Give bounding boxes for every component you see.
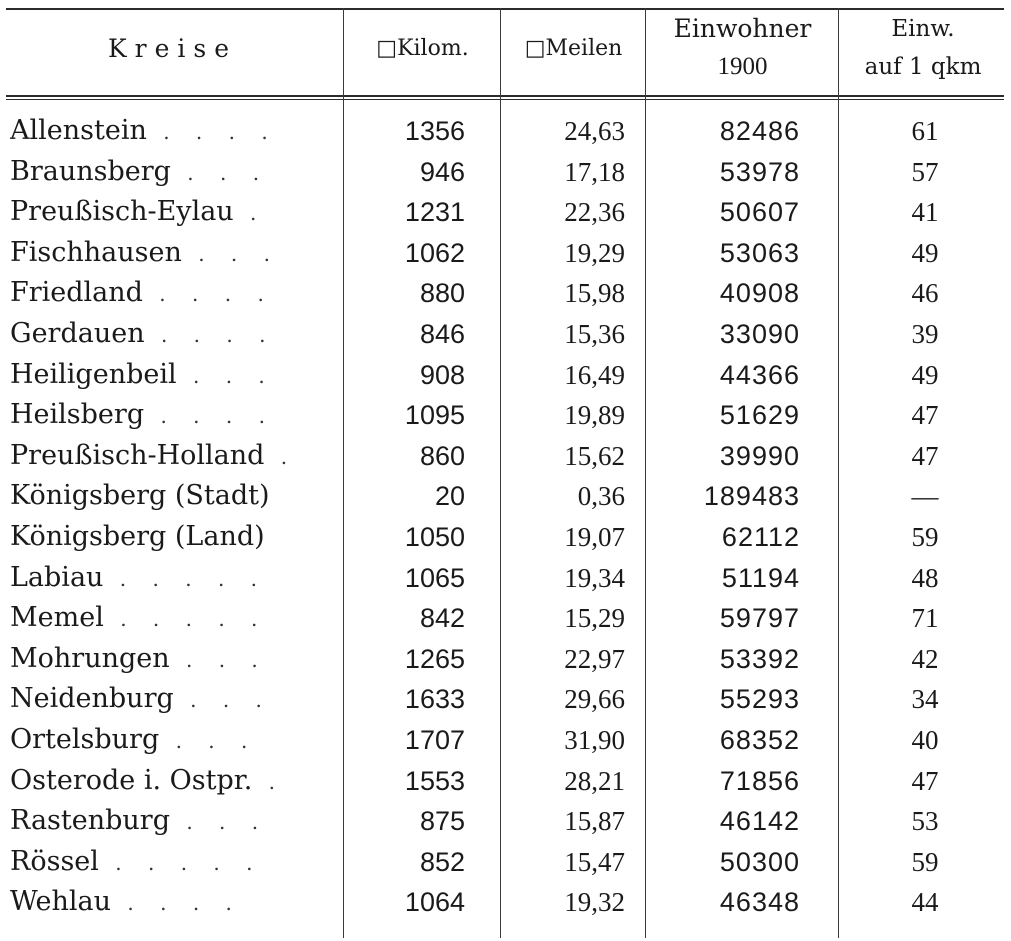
einwohner-value: 59797 xyxy=(719,603,800,634)
dot-leader: . . . xyxy=(176,363,275,388)
kreis-label: Ortelsburg xyxy=(10,724,160,755)
dot-leader: . xyxy=(264,444,298,469)
qkm-value: 1231 xyxy=(404,197,465,228)
kreis-name xyxy=(10,273,335,313)
qmeilen-value: 0,36 xyxy=(577,481,625,512)
kreis-label: Heilsberg xyxy=(10,399,145,431)
einwohner-value: 46142 xyxy=(719,806,800,837)
dot-leader: . . . xyxy=(170,160,270,185)
dichte-value: 39 xyxy=(911,319,939,349)
kreis-label: Osterode i. Ostpr. xyxy=(10,764,253,796)
header-dichte-unit: auf 1 qkm xyxy=(864,54,982,80)
kreis-label: Mohrungen xyxy=(10,642,170,674)
qkm-value: 1064 xyxy=(404,887,465,918)
dot-leader: . xyxy=(252,769,285,794)
dichte-value: 59 xyxy=(911,846,939,877)
qmeilen-value: 29,66 xyxy=(564,684,625,715)
kreis-name xyxy=(10,720,335,760)
table-row xyxy=(0,761,1011,801)
kreis-label: Rastenburg xyxy=(10,805,170,837)
kreis-label: Friedland xyxy=(10,277,143,309)
dot-leader: . . . . . xyxy=(103,566,268,591)
dichte-value: 53 xyxy=(911,806,939,837)
table-row xyxy=(0,111,1011,151)
dot-leader: . . . . xyxy=(144,323,276,347)
header-rule-thin xyxy=(6,99,1004,100)
qmeilen-value: 19,34 xyxy=(564,562,625,593)
einwohner-value: 62112 xyxy=(721,522,800,552)
einwohner-value: 82486 xyxy=(719,116,800,146)
qkm-value: 1265 xyxy=(404,643,465,674)
einwohner-value: 40908 xyxy=(719,278,800,309)
qmeilen-value: 22,36 xyxy=(564,197,625,228)
table-row xyxy=(0,801,1011,841)
qmeilen-value: 24,63 xyxy=(564,116,625,146)
einwohner-value: 51194 xyxy=(721,562,800,593)
table-row xyxy=(0,355,1011,395)
qmeilen-value: 15,62 xyxy=(564,440,625,471)
table-row xyxy=(0,273,1011,313)
dichte-value: — xyxy=(911,481,939,512)
table-row xyxy=(0,720,1011,760)
einwohner-value: 51629 xyxy=(719,400,800,431)
table-row xyxy=(0,436,1011,476)
qkm-value: 908 xyxy=(419,359,465,390)
dichte-value: 42 xyxy=(911,643,939,674)
kreis-name xyxy=(10,761,335,801)
einwohner-value: 50300 xyxy=(719,846,800,877)
kreis-label: Memel xyxy=(10,602,104,634)
dichte-value: 49 xyxy=(911,237,939,268)
qmeilen-value: 31,90 xyxy=(564,725,625,755)
dot-leader: . . . xyxy=(169,810,269,835)
einwohner-value: 50607 xyxy=(719,197,800,228)
qmeilen-value: 22,97 xyxy=(564,643,625,674)
kreis-label: Gerdauen xyxy=(10,318,145,349)
qkm-value: 860 xyxy=(419,440,465,471)
kreis-label: Wehlau xyxy=(10,886,112,918)
kreis-label: Fischhausen xyxy=(10,236,182,268)
kreis-name xyxy=(10,233,335,273)
header-einwohner xyxy=(647,10,838,86)
qmeilen-value: 15,87 xyxy=(564,806,625,837)
qmeilen-value: 19,32 xyxy=(564,887,625,918)
kreis-label: Neidenburg xyxy=(10,683,174,715)
qkm-value: 1095 xyxy=(404,400,465,431)
kreis-name xyxy=(10,395,335,435)
dichte-value: 34 xyxy=(911,684,939,715)
dot-leader: . . . . . xyxy=(98,850,263,875)
table-row xyxy=(0,152,1011,192)
qkm-value: 880 xyxy=(419,278,465,309)
kreis-name xyxy=(10,679,335,719)
qkm-value: 846 xyxy=(419,319,465,349)
table-row xyxy=(0,517,1011,557)
kreis-name xyxy=(10,842,335,882)
einwohner-value: 39990 xyxy=(719,440,800,471)
einwohner-value: 71856 xyxy=(719,765,800,796)
header-einwohner-label: Einwohner xyxy=(673,14,812,43)
header-kreise-label: Kreise xyxy=(107,34,238,63)
table-row xyxy=(0,558,1011,598)
header-rule xyxy=(6,95,1004,97)
qmeilen-value: 17,18 xyxy=(564,156,625,187)
dot-leader: . . . . xyxy=(146,120,278,144)
dot-leader: . . . xyxy=(159,729,258,753)
kreis-name xyxy=(10,436,335,476)
qmeilen-value: 28,21 xyxy=(564,765,625,796)
kreis-name xyxy=(10,882,335,922)
table-row xyxy=(0,639,1011,679)
dichte-value: 49 xyxy=(911,359,939,390)
dichte-value: 41 xyxy=(911,197,939,228)
dichte-value: 61 xyxy=(911,116,939,146)
table-row xyxy=(0,679,1011,719)
table-row xyxy=(0,314,1011,354)
kreis-label: Preußisch-Eylau xyxy=(10,196,234,228)
dot-leader: . xyxy=(233,201,267,226)
kreis-name xyxy=(10,476,335,516)
header-einwohner-year: 1900 xyxy=(717,53,768,80)
qmeilen-value: 15,36 xyxy=(564,319,625,349)
header-qmeilen-label: □Meilen xyxy=(524,36,623,61)
kreis-name xyxy=(10,558,335,598)
qkm-value: 1050 xyxy=(404,522,465,552)
dot-leader: . . . xyxy=(169,647,268,672)
kreis-name xyxy=(10,517,335,557)
qkm-value: 20 xyxy=(434,481,465,512)
kreis-name xyxy=(10,598,335,638)
qkm-value: 1633 xyxy=(404,684,465,715)
dichte-value: 40 xyxy=(911,725,939,755)
kreis-name xyxy=(10,801,335,841)
qmeilen-value: 16,49 xyxy=(564,359,625,390)
qkm-value: 1065 xyxy=(404,562,465,593)
dichte-value: 57 xyxy=(911,156,939,187)
table-row xyxy=(0,598,1011,638)
einwohner-value: 53978 xyxy=(719,156,800,187)
qkm-value: 875 xyxy=(419,806,465,837)
einwohner-value: 44366 xyxy=(719,359,800,390)
header-dichte-label: Einw. xyxy=(891,16,955,42)
kreis-label: Rössel xyxy=(10,845,99,877)
header-qkm-label: □Kilom. xyxy=(376,36,469,61)
qmeilen-value: 19,07 xyxy=(564,522,625,552)
kreis-label: Labiau xyxy=(10,561,104,593)
qkm-value: 842 xyxy=(419,603,465,634)
einwohner-value: 68352 xyxy=(719,725,800,755)
kreis-name xyxy=(10,314,335,354)
qmeilen-value: 19,89 xyxy=(564,400,625,431)
einwohner-value: 33090 xyxy=(719,319,800,349)
kreis-label: Allenstein xyxy=(10,115,147,146)
qkm-value: 946 xyxy=(419,156,465,187)
einwohner-value: 55293 xyxy=(719,684,800,715)
kreis-name xyxy=(10,639,335,679)
kreis-label: Königsberg (Land) xyxy=(10,521,265,552)
dichte-value: 47 xyxy=(911,765,939,796)
kreis-label: Braunsberg xyxy=(10,155,171,187)
dot-leader: . . . xyxy=(173,688,272,713)
dichte-value: 46 xyxy=(911,278,939,309)
qmeilen-value: 15,47 xyxy=(564,846,625,877)
kreis-name xyxy=(10,111,335,151)
einwohner-value: 53392 xyxy=(719,643,800,674)
kreis-label: Königsberg (Stadt) xyxy=(10,480,270,512)
qmeilen-value: 15,29 xyxy=(564,603,625,634)
kreis-label: Heiligenbeil xyxy=(10,358,177,390)
kreis-name xyxy=(10,152,335,192)
qmeilen-value: 15,98 xyxy=(564,278,625,309)
header-kreise xyxy=(10,30,335,68)
qkm-value: 1707 xyxy=(404,725,465,755)
table-row xyxy=(0,395,1011,435)
kreis-name xyxy=(10,192,335,232)
qkm-value: 852 xyxy=(419,846,465,877)
qmeilen-value: 19,29 xyxy=(564,237,625,268)
dichte-value: 48 xyxy=(911,562,939,593)
qkm-value: 1553 xyxy=(404,765,465,796)
qkm-value: 1062 xyxy=(404,237,465,268)
einwohner-value: 46348 xyxy=(719,887,800,918)
dichte-value: 47 xyxy=(911,440,939,471)
kreis-label: Preußisch-Holland xyxy=(10,439,265,471)
qkm-value: 1356 xyxy=(404,116,465,146)
dot-leader: . . . . xyxy=(144,404,275,429)
header-dichte xyxy=(840,10,1006,86)
dichte-value: 47 xyxy=(911,400,939,431)
table-row xyxy=(0,476,1011,516)
table-row xyxy=(0,192,1011,232)
table-row xyxy=(0,842,1011,882)
dichte-value: 59 xyxy=(911,522,939,552)
dot-leader: . . . xyxy=(181,241,280,266)
table-row xyxy=(0,233,1011,273)
dot-leader: . . . . xyxy=(142,282,274,307)
header-qmeilen xyxy=(502,30,645,68)
dot-leader: . . . . xyxy=(111,891,242,916)
table-row xyxy=(0,882,1011,922)
einwohner-value: 53063 xyxy=(719,237,800,268)
kreis-name xyxy=(10,355,335,395)
dot-leader: . . . . . xyxy=(103,607,268,632)
header-qkm xyxy=(345,30,500,68)
einwohner-value: 189483 xyxy=(703,481,800,512)
dichte-value: 44 xyxy=(911,887,939,918)
dichte-value: 71 xyxy=(911,603,939,634)
